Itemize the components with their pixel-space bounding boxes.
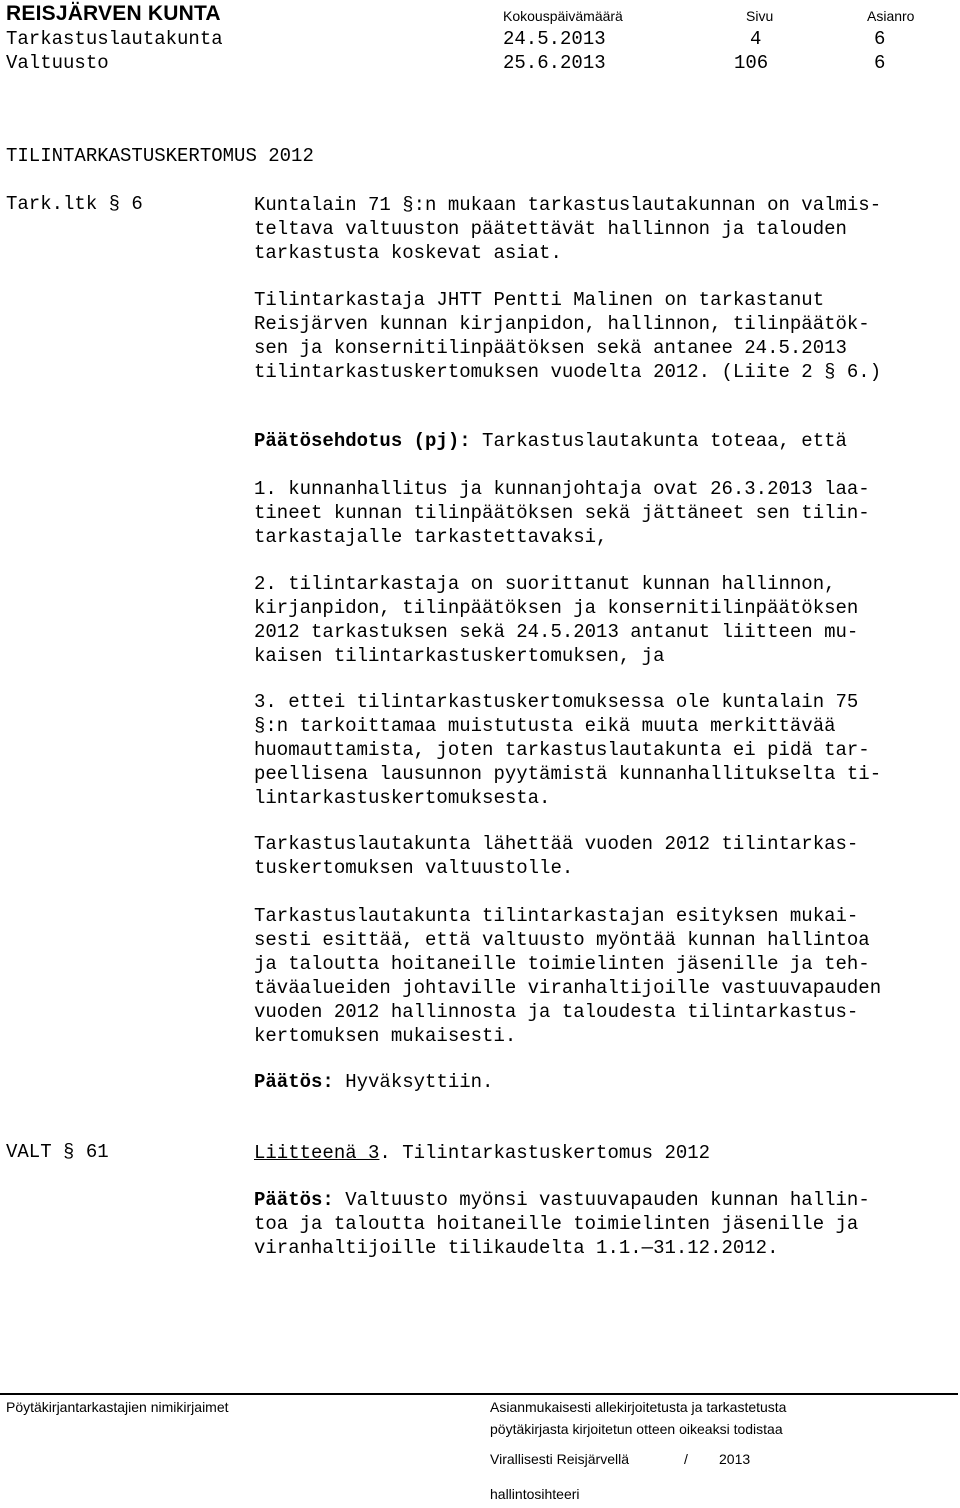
footer-date-slash: /	[684, 1451, 688, 1467]
header-row-case: 6	[874, 52, 886, 74]
text-line: tarkastajalle tarkastettavaksi,	[254, 526, 608, 548]
list-item	[254, 477, 954, 549]
proposal-label: Päätösehdotus (pj):	[254, 430, 471, 452]
decision-text: Valtuusto myönsi vastuuvapauden kunnan hallin-	[333, 1189, 870, 1211]
paragraph	[254, 288, 954, 384]
list-item	[254, 690, 954, 810]
footer-certification-line: pöytäkirjasta kirjoitetun otteen oikeaksi todistaa	[490, 1421, 783, 1437]
text-line: Tarkastuslautakunta tilintarkastajan esityksen mukai-	[254, 905, 859, 927]
header-row-date: 24.5.2013	[503, 28, 606, 50]
text-line: tilintarkastuskertomuksen vuodelta 2012. (Liite 2 § 6.)	[254, 361, 882, 383]
paragraph	[254, 904, 954, 1048]
paragraph	[254, 193, 954, 265]
text-line: kertomuksen mukaisesti.	[254, 1025, 517, 1047]
proposal	[254, 429, 954, 453]
header-case-label: Asianro	[867, 8, 915, 24]
text-line: kirjanpidon, tilinpäätöksen ja konsernitilinpäätöksen	[254, 597, 859, 619]
text-line: 3. ettei tilintarkastuskertomuksessa ole kuntalain 75	[254, 691, 859, 713]
text-line: viranhaltijoille tilikaudelta 1.1.—31.12.2012.	[254, 1237, 779, 1259]
header-date-label: Kokouspäivämäärä	[503, 8, 623, 24]
text-line: 2. tilintarkastaja on suorittanut kunnan hallinnon,	[254, 573, 836, 595]
section-reference: Tark.ltk § 6	[6, 193, 143, 215]
decision	[254, 1188, 954, 1260]
text-line: Kuntalain 71 §:n mukaan tarkastuslautakunnan on valmis-	[254, 194, 882, 216]
header-row-date: 25.6.2013	[503, 52, 606, 74]
decision	[254, 1070, 954, 1094]
text-line: tineet kunnan tilinpäätöksen sekä jättäneet sen tilin-	[254, 502, 870, 524]
header-row-page: 106	[734, 52, 769, 74]
text-line: tuskertomuksen valtuustolle.	[254, 857, 574, 879]
text-line: Reisjärven kunnan kirjanpidon, hallinnon, tilinpäätök-	[254, 313, 870, 335]
header-row-body: Valtuusto	[6, 52, 109, 74]
text-line: vuoden 2012 hallinnosta ja taloudesta tilintarkastus-	[254, 1001, 859, 1023]
decision-label: Päätös:	[254, 1189, 334, 1211]
paragraph	[254, 832, 954, 880]
document-title: TILINTARKASTUSKERTOMUS 2012	[6, 145, 314, 167]
list-item	[254, 572, 954, 668]
attachment-text: . Tilintarkastuskertomus 2012	[379, 1142, 711, 1164]
footer-initials-label: Pöytäkirjantarkastajien nimikirjaimet	[6, 1399, 229, 1415]
text-line: täväalueiden johtaville viranhaltijoille vastuuvapauden	[254, 977, 882, 999]
text-line: 1. kunnanhallitus ja kunnanjohtaja ovat 26.3.2013 laa-	[254, 478, 870, 500]
header-page-label: Sivu	[746, 8, 774, 24]
text-line: huomauttamista, joten tarkastuslautakunta ei pidä tar-	[254, 739, 870, 761]
footer-signer-title: hallintosihteeri	[490, 1486, 580, 1502]
text-line: kaisen tilintarkastuskertomuksen, ja	[254, 645, 665, 667]
decision-label: Päätös:	[254, 1071, 334, 1093]
section-reference: VALT § 61	[6, 1141, 109, 1163]
text-line: sen ja konsernitilinpäätöksen sekä antanee 24.5.2013	[254, 337, 847, 359]
text-line: §:n tarkoittamaa muistutusta eikä muuta merkittävää	[254, 715, 836, 737]
text-line: ja taloutta hoitaneille toimielinten jäsenille ja teh-	[254, 953, 870, 975]
text-line: tarkastusta koskevat asiat.	[254, 242, 562, 264]
header-row-page: 4	[750, 28, 762, 50]
header-row-body: Tarkastuslautakunta	[6, 28, 223, 50]
text-line: toa ja taloutta hoitaneille toimielinten jäsenille ja	[254, 1213, 859, 1235]
text-line: peellisena lausunnon pyytämistä kunnanhallitukselta ti-	[254, 763, 882, 785]
attachment-label: Liitteenä 3	[254, 1142, 380, 1164]
footer-year: 2013	[719, 1451, 751, 1467]
text-line: teltava valtuuston päätettävät hallinnon ja talouden	[254, 218, 847, 240]
text-line: sesti esittää, että valtuusto myöntää kunnan hallintoa	[254, 929, 870, 951]
text-line: Tilintarkastaja JHTT Pentti Malinen on tarkastanut	[254, 289, 825, 311]
decision-text: Hyväksyttiin.	[333, 1071, 494, 1093]
text-line: 2012 tarkastuksen sekä 24.5.2013 antanut liitteen mu-	[254, 621, 859, 643]
text-line: Tarkastuslautakunta lähettää vuoden 2012 tilintarkas-	[254, 833, 859, 855]
footer-divider	[0, 1393, 958, 1395]
text-line: lintarkastuskertomuksesta.	[254, 787, 551, 809]
header-row-case: 6	[874, 28, 886, 50]
proposal-text: Tarkastuslautakunta toteaa, että	[470, 430, 847, 452]
footer-place: Virallisesti Reisjärvellä	[490, 1451, 630, 1467]
attachment	[254, 1141, 954, 1165]
organization-name: REISJÄRVEN KUNTA	[6, 2, 221, 25]
footer-certification-line: Asianmukaisesti allekirjoitetusta ja tarkastetusta	[490, 1399, 787, 1415]
